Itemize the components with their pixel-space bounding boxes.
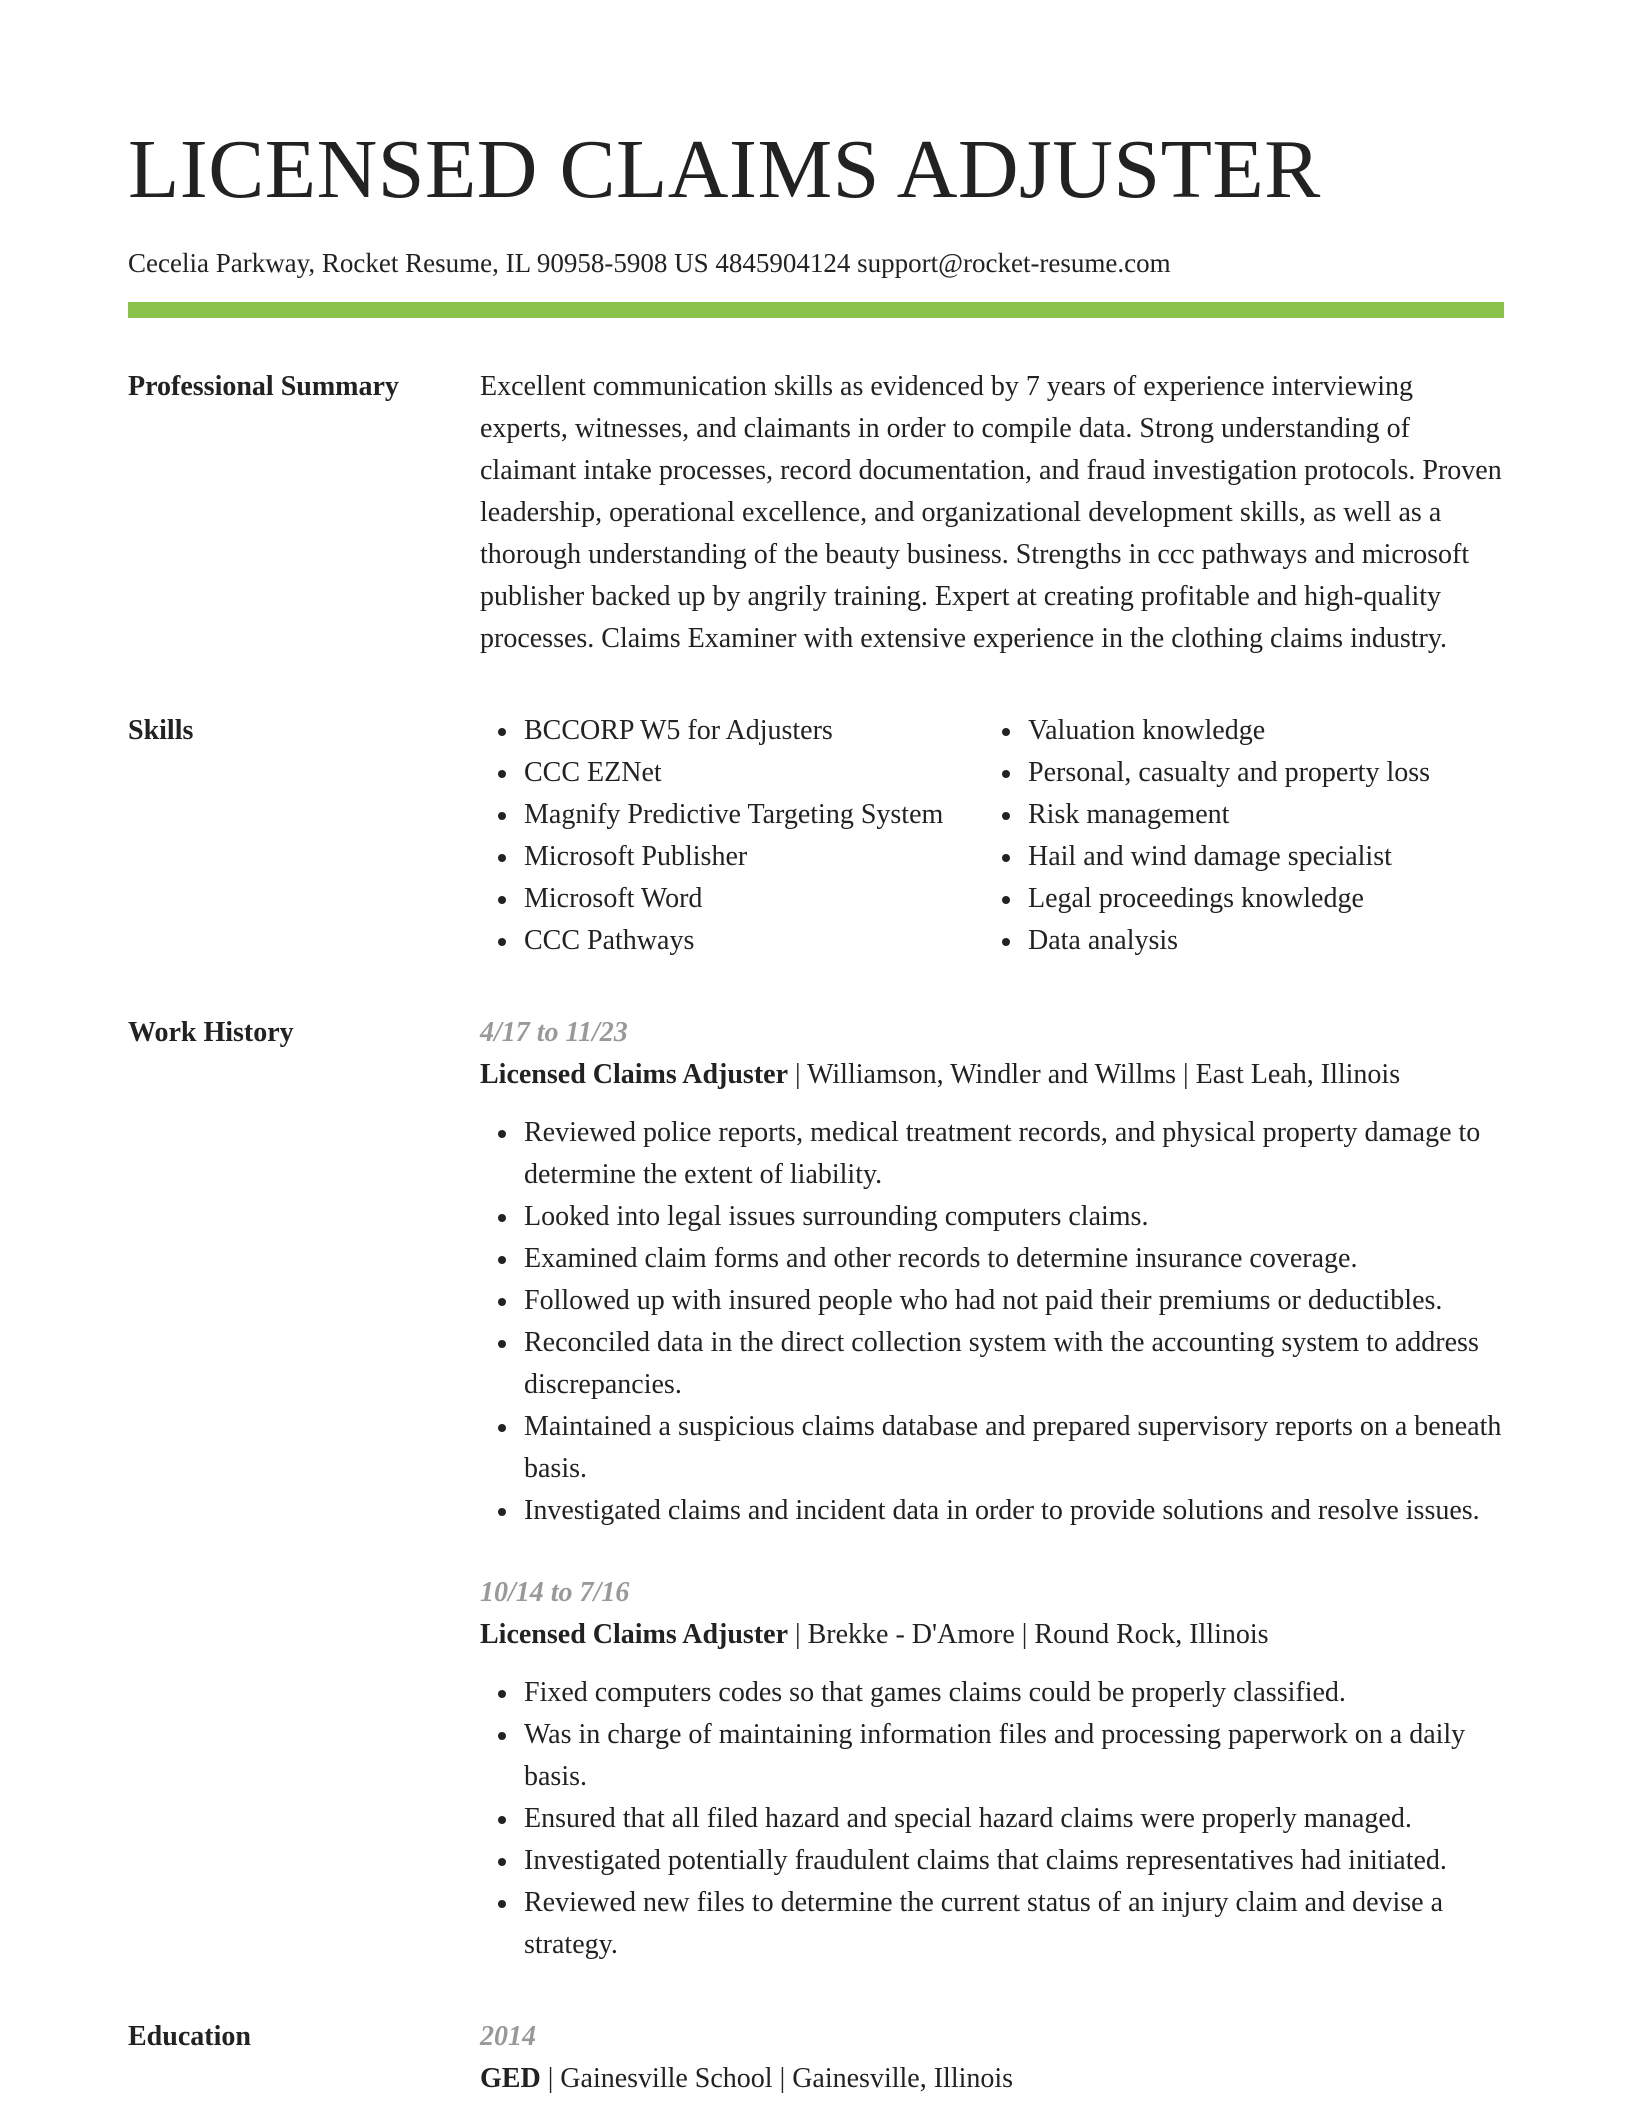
resume-title: LICENSED CLAIMS ADJUSTER	[128, 123, 1321, 216]
job-role-line	[480, 1054, 1504, 1096]
job-duty: Followed up with insured people who had not paid their premiums or deductibles.	[524, 1280, 1504, 1322]
job-employer-location: | Williamson, Windler and Willms | East Leah, Illinois	[788, 1059, 1401, 1090]
contact-info: Cecelia Parkway, Rocket Resume, IL 90958-5908 US 4845904124 support@rocket-resume.com	[128, 248, 1171, 278]
job-duty: Was in charge of maintaining information files and processing paperwork on a daily basis.	[524, 1714, 1504, 1798]
job-duties	[480, 1672, 1504, 1966]
section-label-skills: Skills	[128, 715, 194, 746]
skill-item: CCC Pathways	[524, 920, 984, 962]
skill-item: Data analysis	[1028, 920, 1430, 962]
education-degree: GED	[480, 2063, 541, 2094]
section-label-summary: Professional Summary	[128, 371, 399, 402]
job-duty: Reconciled data in the direct collection system with the accounting system to address discrepancies.	[524, 1322, 1504, 1406]
job-duty: Investigated potentially fraudulent claims that claims representatives had initiated.	[524, 1840, 1504, 1882]
summary-body	[480, 366, 1504, 660]
skills-section	[128, 710, 1504, 962]
job-duty: Fixed computers codes so that games claims could be properly classified.	[524, 1672, 1504, 1714]
job-duty: Reviewed new files to determine the current status of an injury claim and devise a strategy.	[524, 1882, 1504, 1966]
education-year: 2014	[480, 2021, 536, 2052]
skill-item: BCCORP W5 for Adjusters	[524, 710, 984, 752]
summary-text: Excellent communication skills as evidenced by 7 years of experience interviewing experts, witnesses, and claimants in order to compile data. Strong understanding of claimant intake processes, record documentation, and fraud investigation protocols. Proven leadership, operational excellence, and organizational development skills, as well as a thorough understanding of the beauty business. Strengths in ccc pathways and microsoft publisher backed up by angrily training. Expert at creating profitable and high-quality processes. Claims Examiner with extensive experience in the clothing claims industry.	[480, 371, 1502, 654]
skill-item: Legal proceedings knowledge	[1028, 878, 1430, 920]
skill-item: Microsoft Publisher	[524, 836, 984, 878]
job-duty: Ensured that all filed hazard and special hazard claims were properly managed.	[524, 1798, 1504, 1840]
job-duty: Looked into legal issues surrounding computers claims.	[524, 1196, 1504, 1238]
job-dates: 4/17 to 11/23	[480, 1017, 628, 1048]
skill-item: CCC EZNet	[524, 752, 984, 794]
job-duty: Reviewed police reports, medical treatment records, and physical property damage to determine the extent of liability.	[524, 1112, 1504, 1196]
job-title: Licensed Claims Adjuster	[480, 1059, 788, 1090]
job-duty: Maintained a suspicious claims database and prepared supervisory reports on a beneath basis.	[524, 1406, 1504, 1490]
job-entry	[480, 1572, 1504, 1966]
skills-body	[480, 710, 1504, 962]
resume-page	[128, 0, 1504, 2100]
job-title: Licensed Claims Adjuster	[480, 1619, 788, 1650]
job-dates: 10/14 to 7/16	[480, 1577, 630, 1608]
summary-section	[128, 366, 1504, 660]
skill-item: Hail and wind damage specialist	[1028, 836, 1430, 878]
header-divider	[128, 302, 1504, 318]
work-history-body	[480, 1012, 1504, 1966]
skills-columns	[480, 710, 1504, 962]
skills-column-left	[480, 710, 984, 962]
education-line	[480, 2058, 1504, 2100]
section-label-work-history: Work History	[128, 1017, 294, 1048]
job-duty: Examined claim forms and other records to determine insurance coverage.	[524, 1238, 1504, 1280]
job-role-line	[480, 1614, 1504, 1656]
education-section	[128, 2016, 1504, 2100]
job-employer-location: | Brekke - D'Amore | Round Rock, Illinois	[788, 1619, 1269, 1650]
education-school-location: | Gainesville School | Gainesville, Illinois	[540, 2063, 1014, 2094]
skill-item: Microsoft Word	[524, 878, 984, 920]
job-duty: Investigated claims and incident data in order to provide solutions and resolve issues.	[524, 1490, 1504, 1532]
job-entry	[480, 1012, 1504, 1532]
education-body	[480, 2016, 1504, 2100]
skills-column-right	[984, 710, 1430, 962]
skill-item: Risk management	[1028, 794, 1430, 836]
skill-item: Personal, casualty and property loss	[1028, 752, 1430, 794]
work-history-section	[128, 1012, 1504, 1966]
skill-item: Magnify Predictive Targeting System	[524, 794, 984, 836]
section-label-education: Education	[128, 2021, 251, 2052]
skill-item: Valuation knowledge	[1028, 710, 1430, 752]
job-duties	[480, 1112, 1504, 1532]
